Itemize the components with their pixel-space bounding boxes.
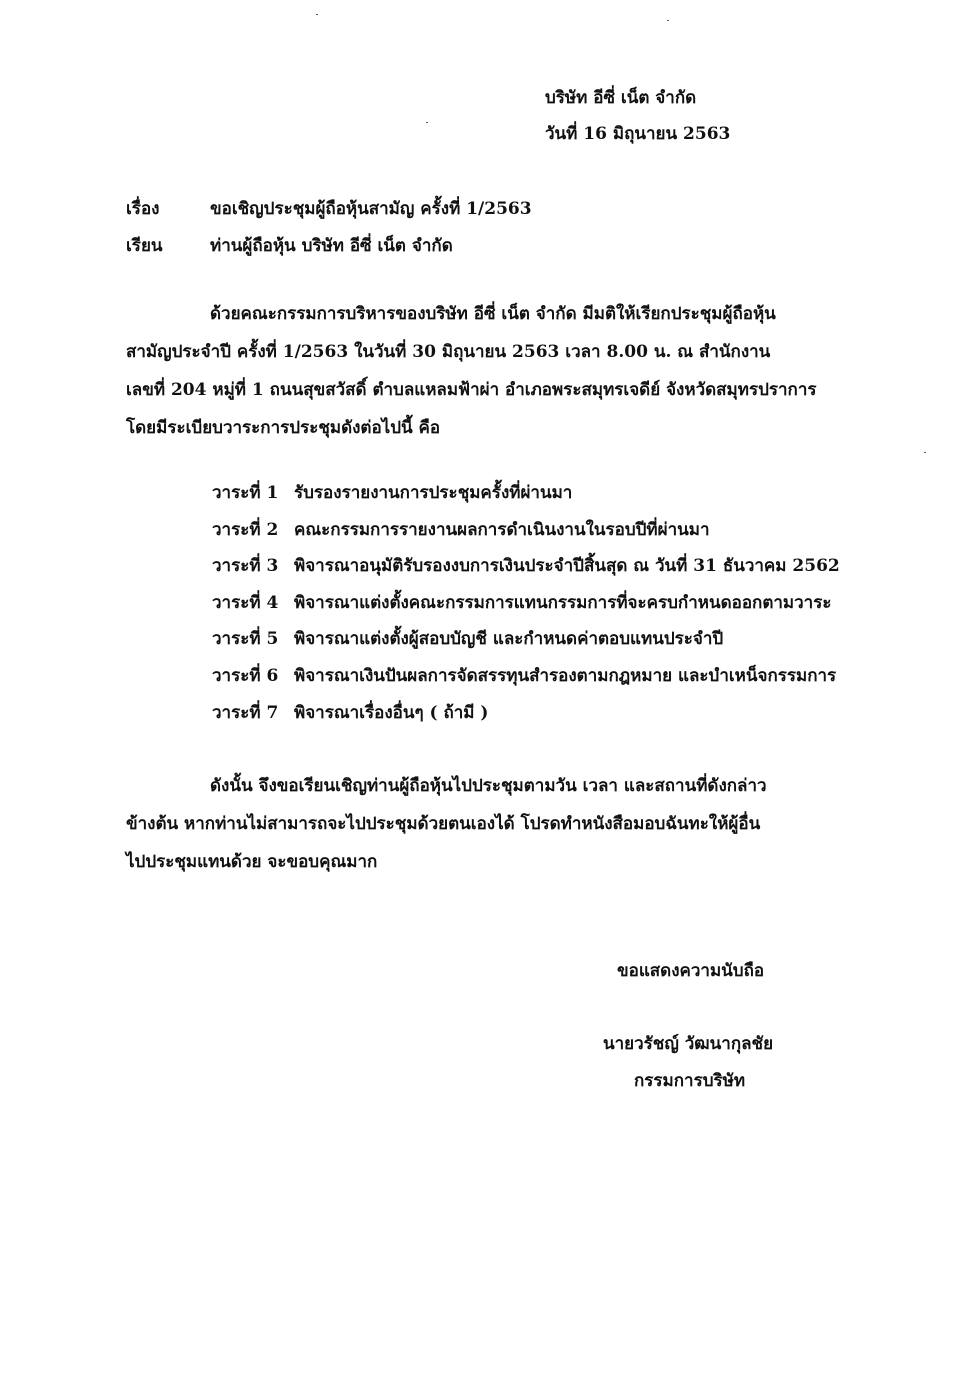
agenda-item [212, 699, 840, 736]
company-name: บริษัท อีซี่ เน็ต จำกัด [545, 88, 697, 108]
agenda-number: วาระที่ 5 [212, 629, 279, 650]
agenda-number: วาระที่ 3 [212, 556, 279, 577]
agenda-number: วาระที่ 1 [212, 483, 279, 503]
conclusion-line: ดังนั้น จึงขอเรียนเชิญท่านผู้ถือหุ้นไปประชุมตามวัน เวลา และสถานที่ดังกล่าว [210, 776, 767, 796]
agenda-number: วาระที่ 2 [212, 519, 279, 540]
agenda-list [212, 479, 840, 735]
agenda-number: วาระที่ 7 [212, 702, 279, 723]
subject-text: ขอเชิญประชุมผู้ถือหุ้นสามัญ ครั้งที่ 1/2563 [210, 199, 532, 219]
body-line: สามัญประจำปี ครั้งที่ 1/2563 ในวันที่ 30 มิถุนายน 2563 เวลา 8.00 น. ณ สำนักงาน [126, 342, 771, 362]
subject-label: เรื่อง [126, 199, 160, 219]
conclusion-line: ไปประชุมแทนด้วย จะขอบคุณมาก [126, 852, 378, 872]
agenda-text: คณะกรรมการรายงานผลการดำเนินงานในรอบปีที่ผ่านมา [294, 519, 710, 540]
signatory-title: กรรมการบริษัท [634, 1071, 746, 1091]
agenda-text: รับรองรายงานการประชุมครั้งที่ผ่านมา [294, 483, 573, 503]
agenda-text: พิจารณาแต่งตั้งผู้สอบบัญชี และกำหนดค่าตอบแทนประจำปี [294, 629, 724, 650]
agenda-text: พิจารณาแต่งตั้งคณะกรรมการแทนกรรมการที่จะครบกำหนดออกตามวาระ [294, 592, 832, 613]
agenda-text: พิจารณาเงินปันผลการจัดสรรทุนสำรองตามกฎหมาย และบำเหน็จกรรมการ [294, 665, 837, 686]
agenda-item [212, 662, 840, 699]
agenda-item [212, 589, 840, 626]
agenda-text: พิจารณาอนุมัติรับรองงบการเงินประจำปีสิ้นสุด ณ วันที่ 31 ธันวาคม 2562 [294, 556, 840, 577]
recipient-text: ท่านผู้ถือหุ้น บริษัท อีซี่ เน็ต จำกัด [210, 236, 453, 256]
agenda-item [212, 516, 840, 553]
agenda-text: พิจารณาเรื่องอื่นๆ ( ถ้ามี ) [294, 702, 489, 723]
conclusion-paragraph [126, 767, 798, 881]
invitation-paragraph [126, 295, 817, 447]
closing-phrase: ขอแสดงความนับถือ [617, 961, 765, 981]
agenda-item [212, 552, 840, 589]
agenda-item [212, 479, 840, 516]
body-line: เลขที่ 204 หมู่ที่ 1 ถนนสุขสวัสดิ์ ตำบลแหลมฟ้าผ่า อำเภอพระสมุทรเจดีย์ จังหวัดสมุทรปราการ [126, 380, 817, 400]
body-line: โดยมีระเบียบวาระการประชุมดังต่อไปนี้ คือ [126, 418, 441, 438]
agenda-number: วาระที่ 4 [212, 592, 279, 613]
conclusion-line: ข้างต้น หากท่านไม่สามารถจะไปประชุมด้วยตนเองได้ โปรดทำหนังสือมอบฉันทะให้ผู้อื่น [126, 814, 761, 834]
signatory-name: นายวรัชญ์ วัฒนากุลชัย [603, 1034, 774, 1054]
recipient-label: เรียน [126, 236, 163, 256]
body-line: ด้วยคณะกรรมการบริหารของบริษัท อีซี่ เน็ต จำกัด มีมติให้เรียกประชุมผู้ถือหุ้น [210, 304, 776, 324]
letter-date: วันที่ 16 มิถุนายน 2563 [545, 124, 731, 144]
agenda-item [212, 625, 840, 662]
agenda-number: วาระที่ 6 [212, 665, 279, 686]
